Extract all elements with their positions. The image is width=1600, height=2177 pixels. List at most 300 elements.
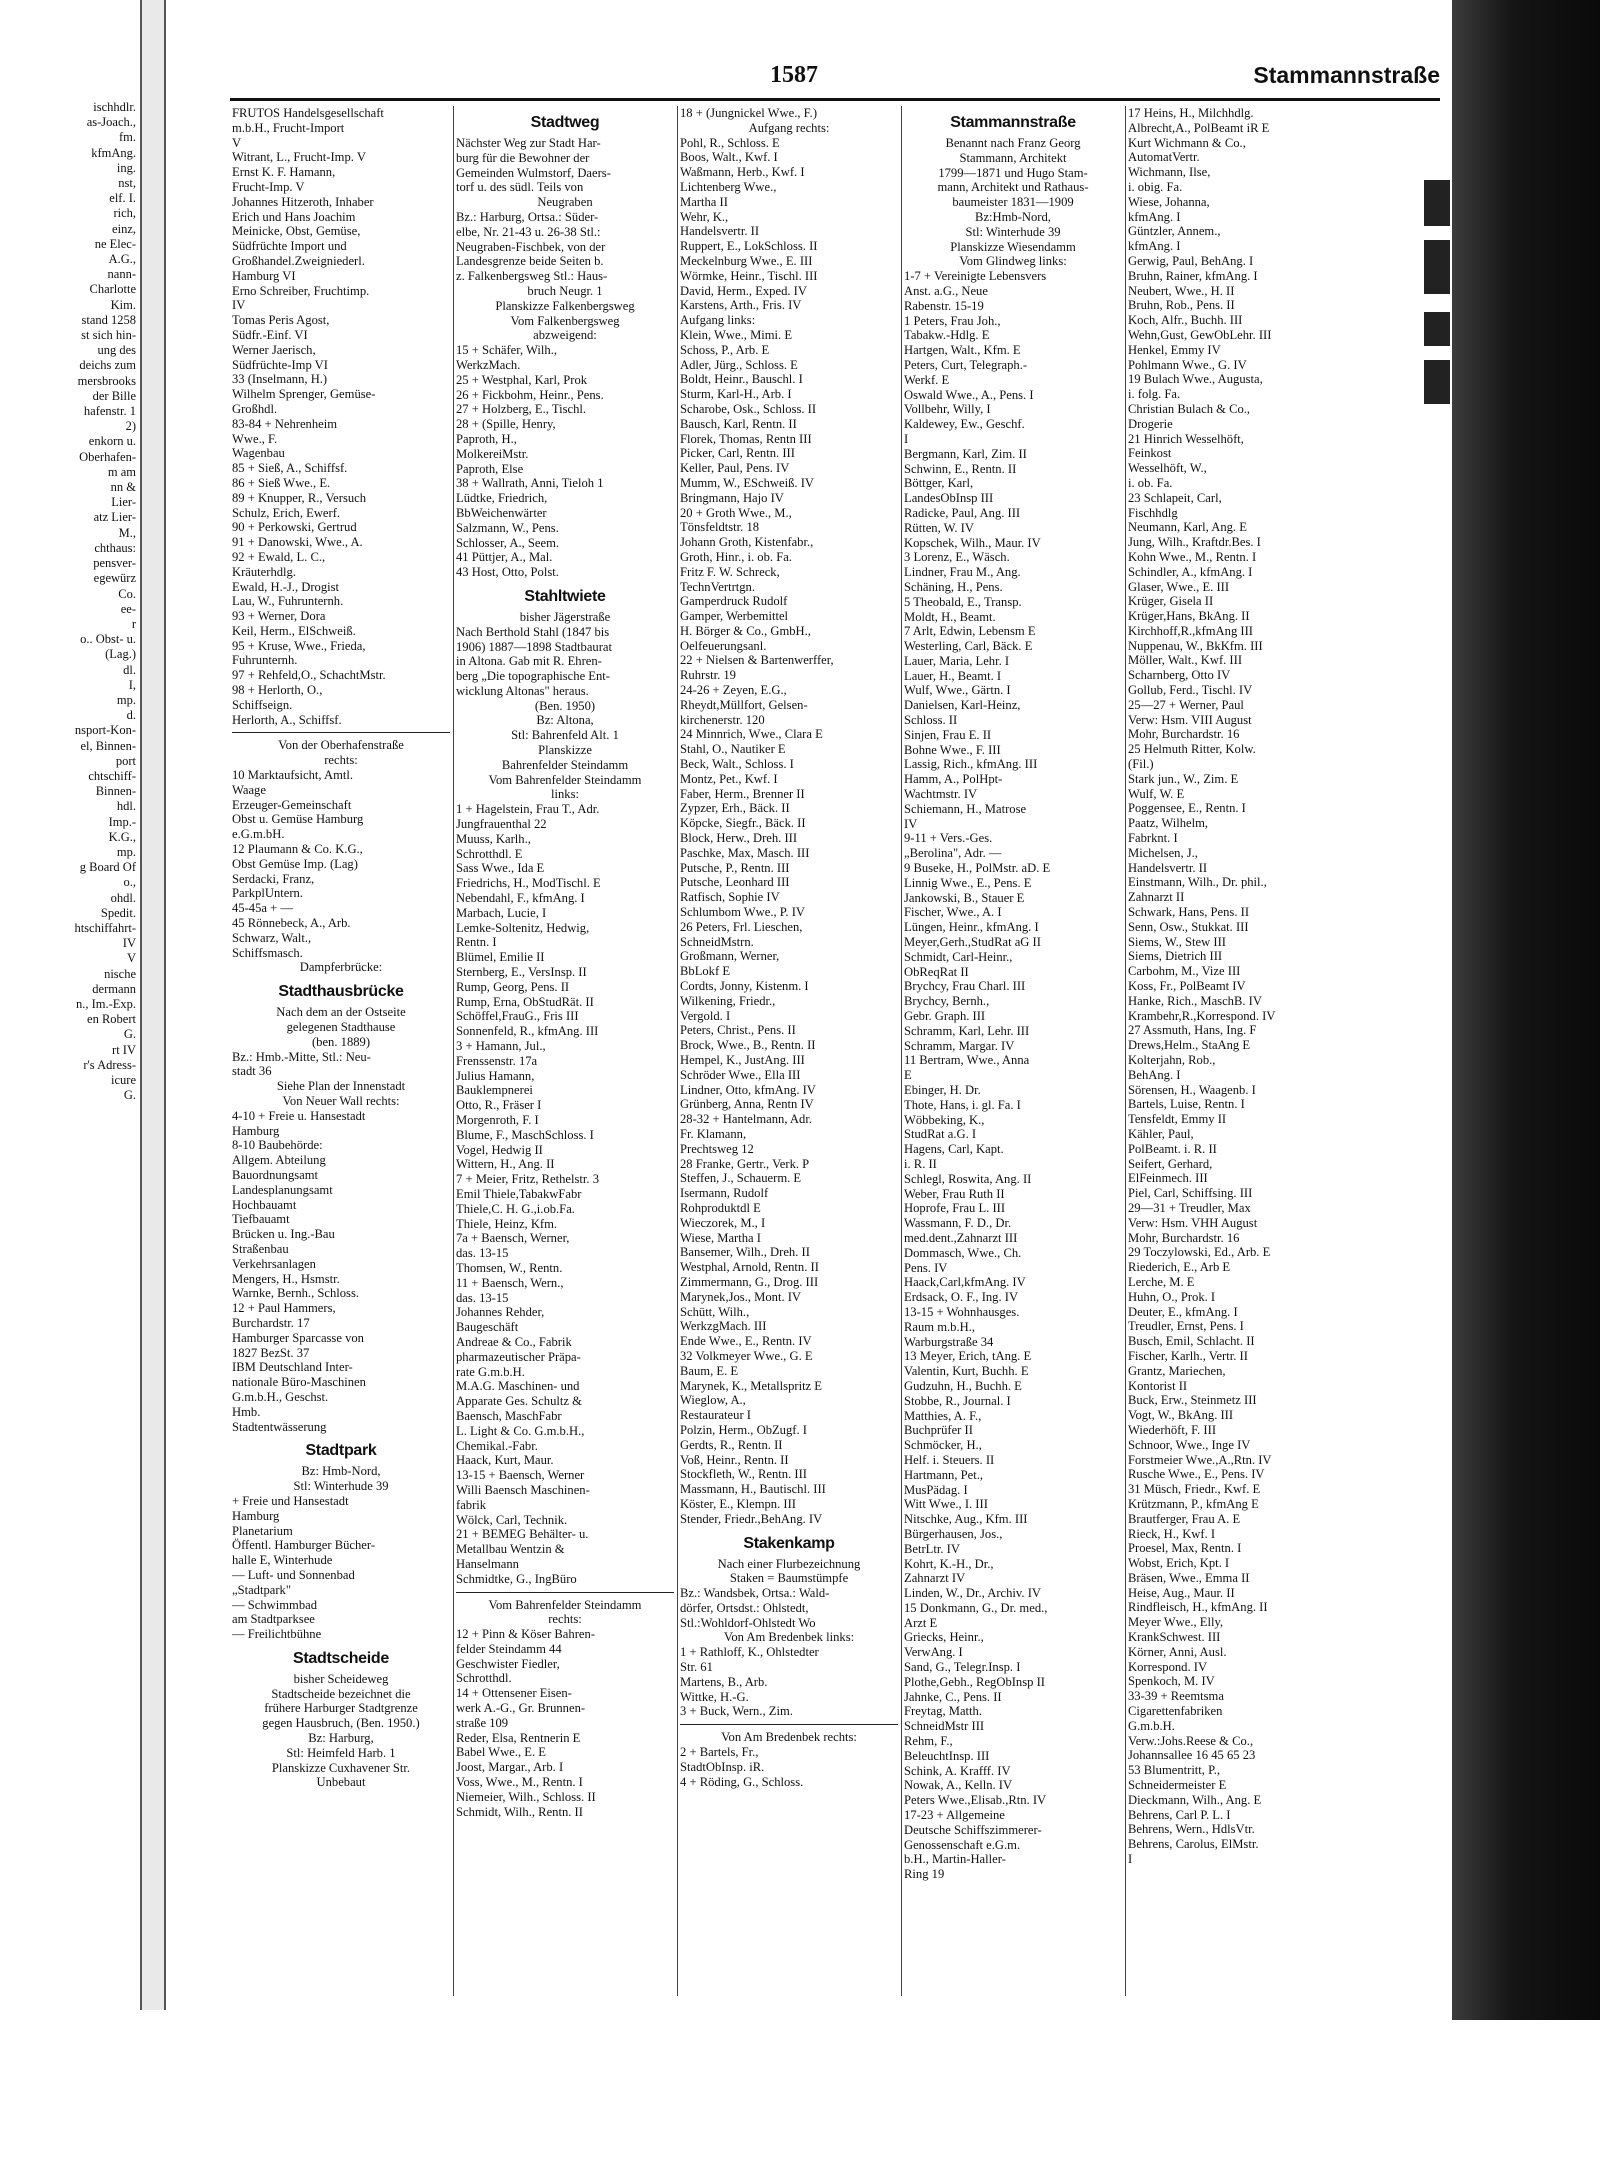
street-note: Bz: Harburg,	[308, 1731, 374, 1746]
directory-entry: Schindler, A., kfmAng. I	[1128, 564, 1253, 579]
directory-entry: Apparate Ges. Schultz &	[456, 1394, 582, 1409]
directory-entry: Wieczorek, M., I	[680, 1215, 766, 1230]
directory-entry: Nowak, A., Kelln. IV	[904, 1778, 1013, 1793]
directory-entry: Schrotthdl. E	[456, 846, 523, 861]
street-note: Benannt nach Franz Georg	[945, 136, 1081, 150]
directory-entry: Julius Hamann,	[456, 1068, 535, 1083]
directory-entry: Obst u. Gemüse Hamburg	[232, 812, 364, 827]
directory-entry: Block, Herw., Dreh. III	[680, 831, 798, 846]
strip-line: n., Im.-Exp.	[75, 996, 136, 1011]
directory-entry: i. folg. Fa.	[1128, 387, 1181, 402]
street-note: Bahrenfelder Steindamm	[501, 757, 629, 772]
directory-entry: Schöffel,FrauG., Fris III	[456, 1009, 579, 1024]
directory-entry: Scharobe, Osk., Schloss. II	[680, 401, 817, 416]
directory-entry: „Berolina", Adr. —	[904, 846, 1002, 861]
directory-entry: Korrespond. IV	[1128, 1659, 1208, 1674]
directory-entry: Klein, Wwe., Mimi. E	[680, 327, 793, 342]
directory-entry: Drews,Helm., StaAng E	[1128, 1038, 1251, 1053]
directory-entry: Hanselmann	[456, 1556, 519, 1571]
directory-entry: Güntzler, Annem.,	[1128, 224, 1221, 239]
directory-entry: Tabakw.-Hdlg. E	[904, 328, 990, 343]
directory-entry: Montz, Pet., Kwf. I	[680, 771, 778, 786]
directory-entry: Südfrüchte-Imp VI	[232, 357, 328, 372]
directory-entry: Tönsfeldtstr. 18	[680, 520, 760, 535]
directory-entry: nationale Büro-Maschinen	[232, 1375, 366, 1390]
street-note: Planskizze Falkenbergsweg	[495, 298, 635, 313]
directory-entry: Möller, Walt., Kwf. III	[1128, 653, 1243, 668]
directory-entry: Südfrüchte Import und	[232, 239, 347, 254]
directory-entry: Boos, Walt., Kwf. I	[680, 150, 778, 165]
directory-entry: Vogel, Hedwig II	[456, 1142, 543, 1157]
directory-entry: Wesselhöft, W.,	[1128, 461, 1207, 476]
directory-entry: Morgenroth, F. I	[456, 1113, 539, 1127]
directory-entry: Dieckmann, Wilh., Ang. E	[1128, 1792, 1262, 1807]
bottom-margin	[0, 2010, 1452, 2177]
directory-entry: Stahl, O., Nautiker E	[680, 742, 786, 757]
directory-entry: 1827 BezSt. 37	[232, 1345, 310, 1360]
strip-line: ischhdlr.	[93, 100, 136, 114]
directory-entry: 45 Rönnebeck, A., Arb.	[232, 916, 351, 931]
directory-entry: Sonnenfeld, R., kfmAng. III	[456, 1024, 599, 1039]
directory-entry: Bausch, Karl, Rentn. II	[680, 416, 797, 431]
directory-entry: Blümel, Emilie II	[456, 950, 545, 965]
strip-line: mp.	[116, 844, 136, 859]
directory-entry: Voss, Wwe., M., Rentn. I	[456, 1775, 583, 1790]
directory-entry: 85 + Sieß, A., Schiffsf.	[232, 461, 348, 476]
directory-entry: I	[1128, 1852, 1133, 1867]
directory-entry: Stockfleth, W., Rentn. III	[680, 1467, 807, 1482]
directory-entry: Ruhrstr. 19	[680, 668, 736, 683]
street-note: abzweigend:	[533, 328, 597, 343]
directory-entry: Kähler, Paul,	[1128, 1126, 1194, 1141]
directory-entry: Willi Baensch Maschinen-	[456, 1482, 590, 1497]
directory-entry: Allgem. Abteilung	[232, 1153, 326, 1168]
directory-entry: Wehr, K.,	[680, 209, 729, 224]
directory-entry: Frucht-Imp. V	[232, 179, 305, 194]
directory-entry: Kopschek, Wilh., Maur. IV	[904, 535, 1041, 550]
column-divider	[1125, 106, 1126, 1996]
directory-entry: 13-15 + Baensch, Werner	[456, 1468, 585, 1483]
directory-entry: Sörensen, H., Waagenb. I	[1128, 1082, 1256, 1097]
directory-entry: 21 Hinrich Wesselhöft,	[1128, 431, 1244, 446]
directory-entry: Mumm, W., ESchweiß. IV	[680, 475, 814, 490]
directory-entry: kfmAng. I	[1128, 239, 1181, 254]
street-note: bisher Jägerstraße	[519, 609, 611, 624]
directory-entry: Westphal, Arnold, Rentn. II	[680, 1260, 819, 1275]
directory-entry: Martens, B., Arb.	[680, 1674, 768, 1689]
directory-entry: Brautferger, Frau A. E	[1128, 1511, 1241, 1526]
directory-entry: 11 Bertram, Wwe., Anna	[904, 1053, 1030, 1068]
strip-line: o.,	[123, 875, 136, 890]
directory-entry: Hartmann, Pet.,	[904, 1467, 984, 1482]
directory-entry: Köster, E., Klempn. III	[680, 1496, 796, 1511]
directory-entry: Gamperdruck Rudolf	[680, 594, 788, 609]
directory-entry: Verw: Hsm. VHH August	[1128, 1215, 1258, 1230]
directory-entry: David, Herm., Exped. IV	[680, 283, 807, 298]
directory-entry: Steffen, J., Schauerm. E	[680, 1171, 802, 1186]
directory-entry: Fischhdlg	[1128, 505, 1178, 520]
directory-entry: i. R. II	[904, 1156, 937, 1171]
directory-entry: I	[904, 431, 909, 446]
street-note: Bz: Hmb-Nord,	[301, 1464, 381, 1479]
directory-entry: Baugeschäft	[456, 1320, 519, 1335]
directory-entry: 28 + (Spille, Henry,	[456, 417, 556, 432]
directory-entry: Lauer, H., Beamt. I	[904, 668, 1002, 683]
directory-entry: Nächster Weg zur Stadt Har-	[456, 136, 601, 150]
directory-entry: Schiffseign.	[232, 697, 293, 712]
directory-entry: Kräuterhdlg.	[232, 564, 296, 579]
directory-entry: Meinicke, Obst, Gemüse,	[232, 224, 361, 239]
directory-entry: Piel, Carl, Schiffsing. III	[1128, 1186, 1253, 1201]
directory-entry: Paproth, H.,	[456, 431, 517, 446]
strip-line: en Robert	[87, 1012, 136, 1027]
directory-entry: Hartgen, Walt., Kfm. E	[904, 343, 1021, 358]
directory-entry: Ende Wwe., E., Rentn. IV	[680, 1334, 812, 1349]
directory-entry: 43 Host, Otto, Polst.	[456, 565, 559, 580]
directory-entry: Gebr. Graph. III	[904, 1009, 986, 1024]
directory-entry: Fabrknt. I	[1128, 831, 1178, 846]
directory-entry: Fuhrunternh.	[232, 653, 298, 668]
directory-entry: Marynek,Jos., Mont. IV	[680, 1289, 802, 1304]
directory-entry: 21 + BEMEG Behälter- u.	[456, 1527, 589, 1542]
section-rule	[232, 732, 450, 733]
directory-entry: Tiefbauamt	[232, 1212, 290, 1227]
street-note: Von der Oberhafenstraße	[278, 738, 404, 753]
directory-entry: Bruhn, Rainer, kfmAng. I	[1128, 268, 1258, 283]
directory-entry: Kohn Wwe., M., Rentn. I	[1128, 549, 1257, 564]
directory-entry: 38 + Wallrath, Anni, Tieloh 1	[456, 476, 604, 491]
directory-entry: Neugraben-Fischbek, von der	[456, 239, 606, 254]
directory-entry: Grünberg, Anna, Rentn IV	[680, 1097, 814, 1112]
directory-entry: 10 Marktaufsicht, Amtl.	[232, 768, 354, 783]
directory-entry: Freytag, Matth.	[904, 1704, 982, 1719]
directory-entry: Hagens, Carl, Kapt.	[904, 1142, 1004, 1157]
directory-entry: Thomsen, W., Rentn.	[456, 1260, 563, 1275]
directory-entry: Rump, Georg, Pens. II	[456, 979, 570, 994]
directory-entry: Picker, Carl, Rentn. III	[680, 446, 795, 461]
directory-entry: Bergmann, Karl, Zim. II	[904, 446, 1027, 461]
directory-entry: Deuter, E., kfmAng. I	[1128, 1304, 1238, 1319]
directory-entry: Werner Jaerisch,	[232, 342, 316, 357]
directory-entry: 25 Helmuth Ritter, Kolw.	[1128, 742, 1256, 757]
directory-entry: 25 + Westphal, Karl, Prok	[456, 372, 588, 387]
street-heading: Stahltwiete	[524, 587, 606, 605]
directory-entry: 7 Arlt, Edwin, Lebensm E	[904, 624, 1036, 639]
directory-entry: 7a + Baensch, Werner,	[456, 1231, 570, 1246]
directory-entry: Stender, Friedr.,BehAng. IV	[680, 1511, 823, 1526]
directory-entry: Wittern, H., Ang. II	[456, 1157, 555, 1172]
directory-entry: Schmöcker, H.,	[904, 1438, 982, 1453]
directory-entry: Hempel, K., JustAng. III	[680, 1053, 805, 1067]
strip-line: rt IV	[112, 1042, 136, 1057]
directory-entry: 19 Bulach Wwe., Augusta,	[1128, 372, 1263, 387]
street-note: gegen Hausbruch, (Ben. 1950.)	[262, 1716, 420, 1731]
directory-entry: Reder, Elsa, Rentnerin E	[456, 1730, 581, 1745]
directory-entry: Bürgerhausen, Jos.,	[904, 1526, 1003, 1541]
directory-entry: 26 + Fickbohm, Heinr., Pens.	[456, 387, 604, 402]
directory-entry: Senn, Osw., Stukkat. III	[1128, 919, 1249, 934]
directory-entry: Lauer, Maria, Lehr. I	[904, 653, 1010, 668]
street-note: Von Am Bredenbek links:	[723, 1630, 855, 1645]
directory-entry: Schiemann, H., Matrose	[904, 801, 1027, 816]
directory-entry: Joost, Margar., Arb. I	[456, 1760, 564, 1775]
directory-entry: Behrens, Wern., HdlsVtr.	[1128, 1822, 1255, 1837]
directory-entry: Wilhelm Sprenger, Gemüse-	[232, 387, 376, 402]
directory-entry: Kurt Wichmann & Co.,	[1128, 135, 1246, 150]
strip-line: Co.	[118, 586, 136, 601]
directory-entry: Gollub, Ferd., Tischl. IV	[1128, 683, 1253, 698]
directory-entry: Peters Wwe.,Elisab.,Rtn. IV	[904, 1793, 1047, 1808]
directory-entry: H. Börger & Co., GmbH.,	[680, 623, 811, 638]
directory-entry: Scharnberg, Otto IV	[1128, 668, 1231, 683]
directory-entry: IV	[904, 816, 918, 831]
directory-entry: Schütt, Wilh.,	[680, 1304, 750, 1319]
directory-entry: Jungfrauenthal 22	[456, 817, 547, 832]
street-note: rechts:	[548, 1612, 582, 1627]
directory-entry: Witrant, L., Frucht-Imp. V	[232, 150, 366, 165]
directory-entry: Schoss, P., Arb. E	[680, 342, 770, 357]
directory-entry: Schlumbom Wwe., P. IV	[680, 905, 806, 920]
directory-entry: 1-7 + Vereinigte Lebensvers	[904, 269, 1047, 284]
directory-entry: WerkzMach.	[456, 357, 521, 372]
directory-entry: Wittke, H.-G.	[680, 1689, 749, 1704]
directory-entry: Matthies, A. F.,	[904, 1408, 982, 1423]
strip-line: der Bille	[92, 388, 136, 403]
directory-entry: Bz.: Hmb.-Mitte, Stl.: Neu-	[232, 1049, 371, 1064]
directory-entry: Geschwister Fiedler,	[456, 1656, 560, 1671]
directory-entry: Ring 19	[904, 1867, 945, 1882]
street-heading: Stammannstraße	[950, 114, 1076, 131]
strip-line: mersbrooks	[77, 373, 136, 388]
directory-entry: fabrik	[456, 1497, 487, 1512]
directory-entry: Johann Groth, Kistenfabr.,	[680, 535, 814, 550]
street-note: Planskizze	[538, 743, 592, 758]
strip-line: K.G.,	[108, 829, 136, 844]
directory-entry: Rheydt,Müllfort, Gelsen-	[680, 697, 808, 712]
directory-entry: 27 Assmuth, Hans, Ing. F	[1128, 1023, 1257, 1038]
directory-entry: 9-11 + Vers.-Ges.	[904, 831, 993, 846]
strip-line: egewürz	[93, 571, 136, 586]
directory-entry: LandesObInsp III	[904, 491, 994, 506]
street-note: mann, Architekt und Rathaus-	[937, 180, 1089, 195]
strip-line: nsport-Kon-	[74, 723, 136, 738]
street-note: links:	[551, 787, 579, 802]
directory-entry: Frenssenstr. 17a	[456, 1053, 538, 1068]
street-note: bisher Scheideweg	[293, 1671, 389, 1686]
directory-entry: Deutsche Schiffszimmerer-	[904, 1822, 1042, 1837]
directory-entry: Schröder Wwe., Ella III	[680, 1067, 801, 1082]
directory-entry: Ernst K. F. Hamann,	[232, 165, 336, 180]
directory-entry: Ebinger, H. Dr.	[904, 1083, 981, 1097]
directory-entry: Peters, Christ., Pens. II	[680, 1023, 796, 1038]
edge-mark	[1424, 180, 1450, 226]
strip-line: g Board Of	[79, 860, 136, 875]
directory-entry: med.dent.,Zahnarzt III	[904, 1230, 1018, 1245]
directory-entry: Marbach, Lucie, I	[456, 905, 547, 920]
directory-entry: Körner, Anni, Ausl.	[1128, 1644, 1227, 1659]
directory-entry: Wagenbau	[232, 446, 285, 461]
directory-entry: 15 + Schäfer, Wilh.,	[456, 343, 557, 358]
directory-entry: Haack, Kurt, Maur.	[456, 1453, 554, 1468]
directory-entry: Bauklempnerei	[456, 1083, 533, 1098]
directory-entry: 4 + Röding, G., Schloss.	[680, 1774, 804, 1789]
directory-entry: 13-15 + Wohnhausges.	[904, 1304, 1020, 1319]
directory-entry: Grantz, Mariechen,	[1128, 1363, 1226, 1378]
directory-entry: Fischer, Karlh., Vertr. II	[1128, 1348, 1248, 1363]
directory-entry: Sinjen, Frau E. II	[904, 727, 992, 742]
strip-line: el, Binnen-	[80, 738, 136, 753]
street-note: Stl: Heimfeld Harb. 1	[286, 1745, 396, 1760]
directory-entry: Fischer, Wwe., A. I	[904, 905, 1002, 920]
directory-entry: Bohne Wwe., F. III	[904, 742, 1001, 757]
directory-entry: Linden, W., Dr., Archiv. IV	[904, 1586, 1041, 1601]
directory-entry: 20 + Groth Wwe., M.,	[680, 505, 792, 520]
directory-entry: Hochbauamt	[232, 1197, 297, 1212]
directory-entry: Baum, E. E	[680, 1363, 739, 1378]
directory-entry: Arzt E	[904, 1615, 938, 1630]
directory-entry: Lindner, Otto, kfmAng. IV	[680, 1082, 816, 1097]
directory-entry: Rusche Wwe., E., Pens. IV	[1128, 1467, 1265, 1482]
directory-entry: Buchprüfer II	[904, 1423, 973, 1438]
column-5	[1128, 106, 1428, 2006]
directory-entry: 13 Meyer, Erich, tAng. E	[904, 1349, 1032, 1364]
street-note: (Ben. 1950)	[534, 698, 596, 713]
directory-entry: Haack,Carl,kfmAng. IV	[904, 1275, 1026, 1290]
strip-line: nann-	[107, 267, 136, 282]
street-heading: Stadtweg	[530, 114, 600, 131]
strip-line: ung des	[97, 343, 136, 358]
directory-entry: Bauordnungsamt	[232, 1167, 319, 1182]
directory-entry: Jung, Wilh., Kraftdr.Bes. I	[1128, 535, 1261, 550]
directory-entry: 17 Heins, H., Milchhdlg.	[1128, 106, 1254, 120]
directory-entry: Krützmann, P., kfmAng E	[1128, 1496, 1259, 1511]
directory-entry: Moldt, H., Beamt.	[904, 609, 996, 624]
directory-entry: 31 Müsch, Friedr., Kwf. E	[1128, 1482, 1261, 1497]
column-divider	[453, 106, 454, 1996]
directory-entry: 53 Blumentritt, P.,	[1128, 1763, 1221, 1778]
street-note: Staken = Baumstümpfe	[729, 1571, 849, 1586]
directory-entry: Brücken u. Ing.-Bau	[232, 1227, 335, 1242]
edge-mark	[1424, 240, 1450, 294]
directory-entry: Peters, Curt, Telegraph.-	[904, 357, 1028, 372]
strip-line: Charlotte	[89, 282, 136, 297]
directory-entry: Gerwig, Paul, BehAng. I	[1128, 253, 1254, 268]
strip-line: Kim.	[110, 297, 136, 312]
directory-entry: 1 + Hagelstein, Frau T., Adr.	[456, 802, 600, 817]
directory-entry: Brychcy, Frau Charl. III	[904, 979, 1026, 994]
directory-entry: Pens. IV	[904, 1260, 948, 1275]
directory-entry: — Freilichtbühne	[232, 1627, 322, 1642]
directory-entry: Warnke, Bernh., Schloss.	[232, 1286, 360, 1301]
directory-entry: Fritz F. W. Schreck,	[680, 564, 780, 579]
directory-entry: 89 + Knupper, R., Versuch	[232, 490, 367, 505]
directory-entry: Michelsen, J.,	[1128, 845, 1198, 860]
strip-line: mp.	[116, 692, 136, 707]
street-note: Planskizze Wiesendamm	[950, 239, 1076, 254]
strip-line: rich,	[113, 206, 136, 221]
directory-entry: das. 13-15	[456, 1246, 509, 1261]
street-note: rechts:	[324, 753, 358, 768]
directory-entry: Radicke, Paul, Ang. III	[904, 505, 1021, 520]
directory-entry: Warburgstraße 34	[904, 1334, 994, 1349]
directory-entry: 1 Peters, Frau Joh.,	[904, 313, 1001, 328]
strip-line: (Lag.)	[105, 647, 136, 662]
strip-line: hafenstr. 1	[83, 404, 136, 419]
directory-entry: Bräsen, Wwe., Emma II	[1128, 1570, 1250, 1585]
strip-line: kfmAng.	[91, 145, 136, 160]
directory-entry: SchneidMstr III	[904, 1719, 985, 1734]
directory-entry: Hmb.	[232, 1404, 261, 1419]
directory-entry: Oswald Wwe., A., Pens. I	[904, 387, 1034, 402]
strip-line: Lier-	[111, 495, 136, 510]
directory-entry: Rabenstr. 15-19	[904, 298, 984, 313]
directory-entry: Schlegl, Roswita, Ang. II	[904, 1171, 1032, 1186]
strip-line: einz,	[112, 221, 136, 236]
directory-entry: Nuppenau, W., BkKfm. III	[1128, 638, 1263, 653]
strip-line: V	[126, 951, 136, 966]
directory-entry: Feinkost	[1128, 446, 1172, 461]
directory-entry: Lüdtke, Friedrich,	[456, 491, 548, 506]
directory-entry: Gerdts, R., Rentn. II	[680, 1437, 783, 1452]
directory-entry: burg für die Bewohner der	[456, 150, 590, 165]
directory-entry: Schramm, Margar. IV	[904, 1038, 1015, 1053]
directory-entry: TechnVertrtgn.	[680, 579, 756, 594]
directory-entry: 90 + Perkowski, Gertrud	[232, 520, 357, 535]
directory-entry: Verkehrsanlagen	[232, 1256, 316, 1271]
directory-entry: 33 (Inselmann, H.)	[232, 372, 328, 387]
directory-entry: Meyer,Gerh.,StudRat aG II	[904, 935, 1041, 950]
street-note: Stammann, Architekt	[959, 150, 1067, 165]
street-note: Neugraben	[537, 195, 593, 210]
directory-entry: 17-23 + Allgemeine	[904, 1808, 1005, 1823]
directory-entry: in Altona. Gab mit R. Ehren-	[456, 654, 602, 669]
directory-entry: Hamburger Sparcasse von	[232, 1330, 364, 1345]
directory-entry: Wiederhöft, F. III	[1128, 1422, 1217, 1437]
directory-entry: Thiele,C. H. G.,i.ob.Fa.	[456, 1201, 575, 1216]
directory-entry: 32 Volkmeyer Wwe., G. E	[680, 1348, 813, 1363]
directory-entry: 22 + Nielsen & Bartenwerffer,	[680, 653, 834, 668]
directory-entry: G.m.b.H.	[1128, 1718, 1175, 1733]
directory-entry: Planetarium	[232, 1523, 293, 1538]
directory-entry: Hanke, Rich., MaschB. IV	[1128, 993, 1262, 1008]
directory-entry: Wobst, Erich, Kpt. I	[1128, 1556, 1230, 1571]
directory-entry: i. ob. Fa.	[1128, 475, 1173, 490]
street-note: gelegenen Stadthause	[286, 1020, 396, 1035]
directory-entry: Jankowski, B., Stauer E	[904, 890, 1025, 905]
strip-line: o.. Obst- u.	[80, 632, 136, 647]
directory-entry: IV	[232, 298, 246, 313]
strip-line: ee-	[120, 601, 136, 616]
directory-entry: BehAng. I	[1128, 1067, 1181, 1082]
directory-entry: Ratfisch, Sophie IV	[680, 890, 780, 905]
strip-line: G.	[123, 1027, 136, 1042]
directory-entry: Kaldewey, Ew., Geschf.	[904, 417, 1025, 432]
directory-entry: Schrotthdl.	[456, 1671, 512, 1686]
strip-line: enkorn u.	[88, 434, 136, 449]
directory-entry: Paproth, Else	[456, 461, 524, 476]
directory-entry: Neumann, Karl, Ang. E	[1128, 520, 1247, 535]
directory-entry: Behrens, Carolus, ElMstr.	[1128, 1837, 1259, 1852]
directory-entry: ParkplUntern.	[232, 886, 303, 901]
directory-entry: Stl.:Wohldorf-Ohlstedt Wo	[680, 1615, 816, 1630]
directory-entry: 7 + Meier, Fritz, Rethelstr. 3	[456, 1172, 600, 1187]
directory-entry: torf u. des südl. Teils von	[456, 180, 584, 195]
directory-entry: 95 + Kruse, Wwe., Frieda,	[232, 638, 366, 653]
directory-entry: Handelsvertr. II	[1128, 860, 1208, 875]
directory-entry: 15 Donkmann, G., Dr. med.,	[904, 1600, 1048, 1615]
directory-entry: E	[904, 1068, 912, 1083]
street-note: Stl: Winterhude 39	[293, 1479, 389, 1494]
